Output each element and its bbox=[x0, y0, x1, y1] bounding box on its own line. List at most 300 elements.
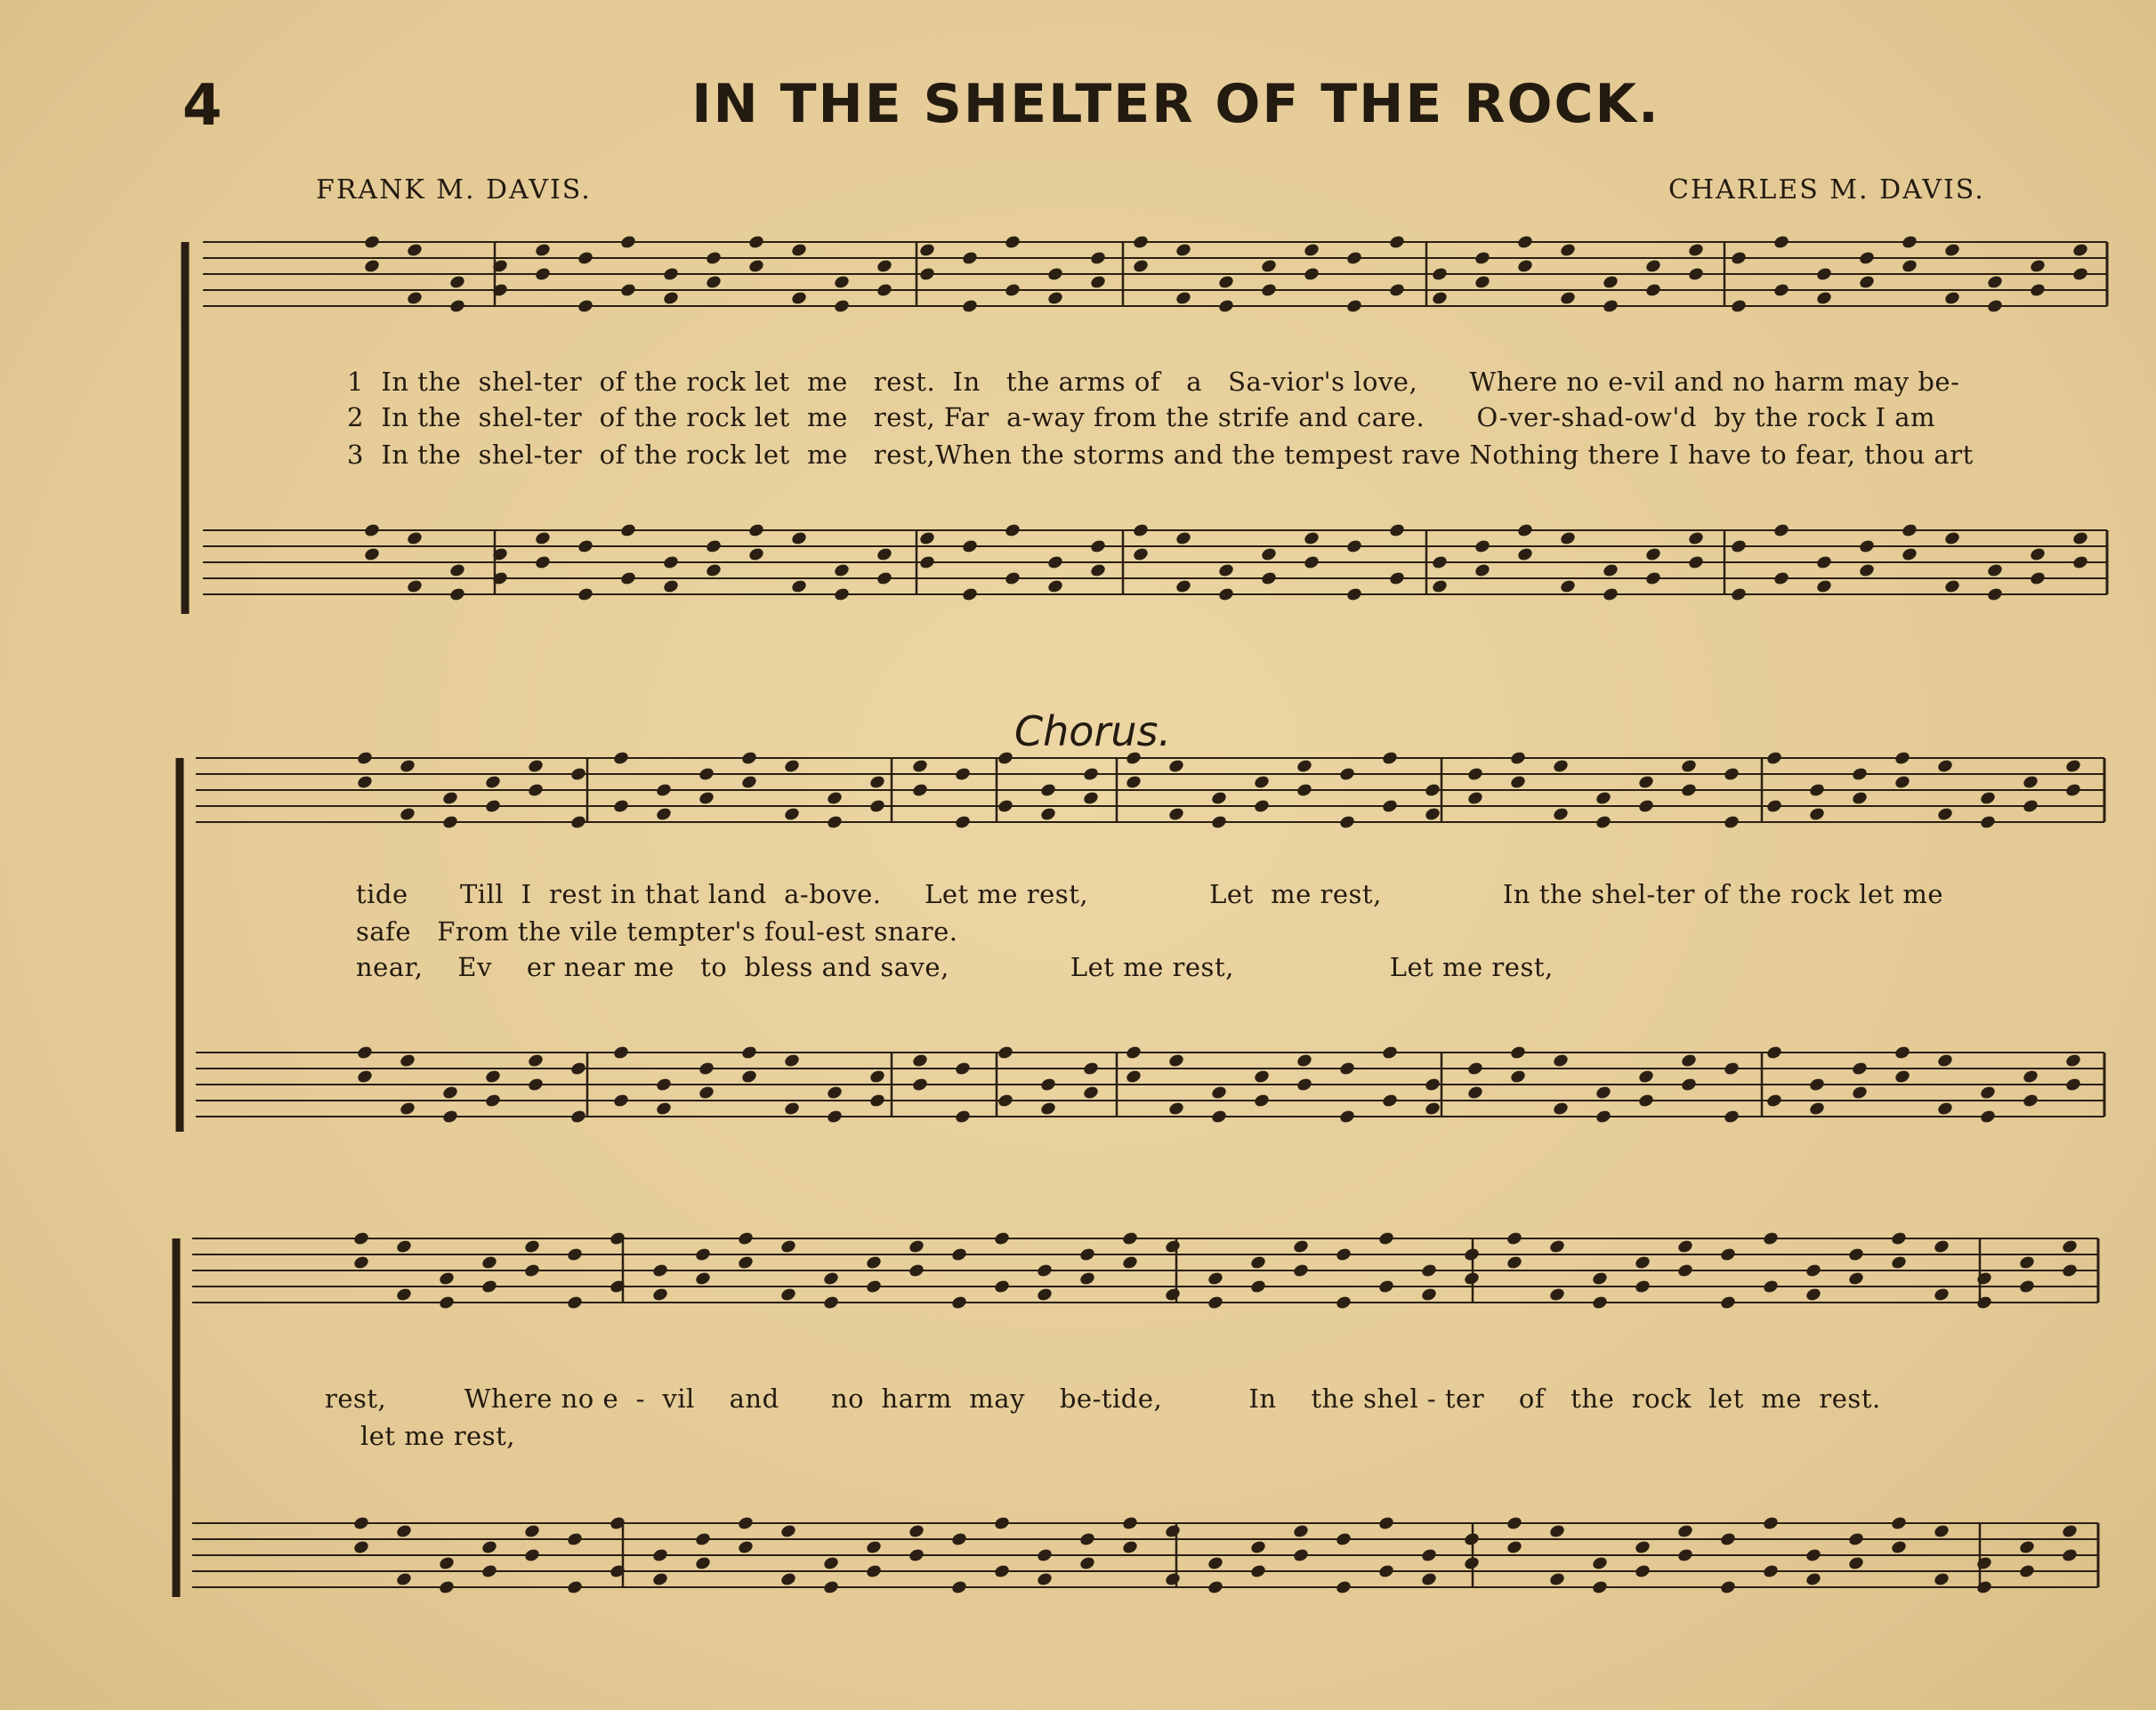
note-head bbox=[1420, 1547, 1438, 1563]
note-head bbox=[1847, 1531, 1865, 1547]
note-head bbox=[1039, 806, 1057, 822]
note-head bbox=[534, 242, 552, 258]
note-head bbox=[2018, 1539, 2036, 1555]
note-head bbox=[833, 274, 851, 290]
note-head bbox=[1890, 1230, 1908, 1246]
note-head bbox=[1466, 766, 1484, 782]
note-head bbox=[2071, 554, 2089, 570]
note-head bbox=[1260, 570, 1278, 586]
note-head bbox=[1815, 554, 1833, 570]
note-head bbox=[651, 1262, 669, 1278]
note-head bbox=[1901, 522, 1918, 538]
note-head bbox=[1381, 798, 1399, 814]
note-head bbox=[577, 538, 594, 554]
note-head bbox=[747, 234, 765, 250]
note-head bbox=[1377, 1515, 1395, 1531]
note-head bbox=[997, 1093, 1014, 1109]
note-head bbox=[1687, 266, 1705, 282]
note-head bbox=[1260, 258, 1278, 274]
note-head bbox=[612, 750, 630, 766]
note-head bbox=[1210, 1085, 1228, 1101]
note-head bbox=[1431, 266, 1449, 282]
note-head bbox=[2018, 1254, 2036, 1270]
note-head bbox=[1986, 274, 2004, 290]
note-head bbox=[876, 282, 893, 298]
lyric-line: 1 In the shel-ter of the rock let me rest. In the arms of a Sa-vior's love, Where no e-vil and no harm may be- bbox=[347, 367, 1960, 397]
note-head bbox=[2071, 530, 2089, 546]
note-head bbox=[1975, 1579, 1993, 1595]
note-head bbox=[651, 1287, 669, 1303]
note-head bbox=[1979, 814, 1997, 830]
note-head bbox=[1377, 1563, 1395, 1579]
note-head bbox=[1420, 1287, 1438, 1303]
note-head bbox=[1858, 250, 1876, 266]
note-head bbox=[705, 538, 723, 554]
note-head bbox=[1762, 1515, 1780, 1531]
note-head bbox=[1723, 766, 1740, 782]
note-head bbox=[1943, 290, 1961, 306]
note-head bbox=[868, 1093, 886, 1109]
note-head bbox=[1858, 274, 1876, 290]
note-head bbox=[1808, 1077, 1826, 1093]
note-head bbox=[737, 1539, 755, 1555]
note-head bbox=[523, 1523, 541, 1539]
note-head bbox=[1431, 578, 1449, 594]
note-head bbox=[997, 750, 1014, 766]
note-head bbox=[395, 1523, 413, 1539]
note-head bbox=[1463, 1531, 1481, 1547]
note-head bbox=[566, 1579, 584, 1595]
note-head bbox=[441, 1085, 459, 1101]
note-head bbox=[1894, 1045, 1911, 1061]
lyricist-credit: FRANK M. DAVIS. bbox=[316, 174, 592, 206]
note-head bbox=[1082, 1061, 1100, 1077]
note-head bbox=[1506, 1230, 1523, 1246]
note-head bbox=[569, 1109, 587, 1125]
note-head bbox=[737, 1515, 755, 1531]
note-head bbox=[1943, 578, 1961, 594]
note-head bbox=[1602, 298, 1619, 314]
note-head bbox=[1036, 1571, 1054, 1587]
note-head bbox=[694, 1270, 712, 1287]
note-head bbox=[566, 1531, 584, 1547]
lyric-line: near, Ev er near me to bless and save, Let me rest, Let me rest, bbox=[356, 952, 1554, 982]
note-head bbox=[1463, 1246, 1481, 1262]
lyric-line: safe From the vile tempter's foul-est snare. bbox=[356, 916, 958, 947]
note-head bbox=[352, 1539, 370, 1555]
note-head bbox=[1388, 570, 1406, 586]
note-head bbox=[1894, 774, 1911, 790]
note-head bbox=[406, 530, 424, 546]
note-head bbox=[1634, 1254, 1651, 1270]
note-head bbox=[1933, 1571, 1950, 1587]
note-head bbox=[441, 814, 459, 830]
note-head bbox=[865, 1254, 883, 1270]
note-head bbox=[783, 806, 801, 822]
note-head bbox=[1595, 790, 1612, 806]
note-head bbox=[1175, 242, 1192, 258]
note-head bbox=[1303, 242, 1320, 258]
note-head bbox=[833, 298, 851, 314]
note-head bbox=[1723, 1109, 1740, 1125]
note-head bbox=[1559, 290, 1577, 306]
note-head bbox=[950, 1579, 968, 1595]
note-head bbox=[1943, 530, 1961, 546]
note-head bbox=[1851, 766, 1869, 782]
note-head bbox=[1431, 554, 1449, 570]
note-head bbox=[2061, 1547, 2079, 1563]
note-head bbox=[1125, 1069, 1143, 1085]
note-head bbox=[779, 1571, 797, 1587]
note-head bbox=[1772, 570, 1790, 586]
note-head bbox=[527, 1053, 545, 1069]
note-head bbox=[1847, 1246, 1865, 1262]
note-head bbox=[662, 266, 680, 282]
note-head bbox=[1210, 814, 1228, 830]
note-head bbox=[737, 1254, 755, 1270]
note-head bbox=[1125, 774, 1143, 790]
note-head bbox=[1936, 806, 1954, 822]
note-head bbox=[1719, 1579, 1737, 1595]
note-head bbox=[1260, 546, 1278, 562]
note-head bbox=[1420, 1262, 1438, 1278]
note-head bbox=[1644, 570, 1662, 586]
note-head bbox=[1933, 1287, 1950, 1303]
note-head bbox=[822, 1579, 840, 1595]
note-head bbox=[569, 766, 587, 782]
note-head bbox=[1303, 530, 1320, 546]
note-head bbox=[484, 798, 502, 814]
note-head bbox=[954, 766, 972, 782]
note-head bbox=[1595, 1109, 1612, 1125]
note-head bbox=[2061, 1262, 2079, 1278]
note-head bbox=[1175, 530, 1192, 546]
note-head bbox=[950, 1531, 968, 1547]
lyric-line: 2 In the shel-ter of the rock let me rest, Far a-way from the strife and care. O-ver-shad-ow'd by the rock I am bbox=[347, 402, 1936, 432]
note-head bbox=[662, 554, 680, 570]
note-head bbox=[1164, 1238, 1182, 1254]
note-head bbox=[1046, 266, 1064, 282]
note-head bbox=[1217, 586, 1235, 602]
note-head bbox=[619, 282, 637, 298]
note-head bbox=[1595, 1085, 1612, 1101]
note-head bbox=[1602, 562, 1619, 578]
note-head bbox=[1381, 750, 1399, 766]
note-head bbox=[1474, 250, 1491, 266]
note-head bbox=[480, 1563, 498, 1579]
note-head bbox=[1345, 586, 1363, 602]
note-head bbox=[395, 1238, 413, 1254]
note-head bbox=[1338, 814, 1356, 830]
note-head bbox=[1943, 242, 1961, 258]
note-head bbox=[399, 1053, 416, 1069]
note-head bbox=[908, 1238, 925, 1254]
note-head bbox=[779, 1287, 797, 1303]
note-head bbox=[2064, 782, 2082, 798]
note-head bbox=[1765, 798, 1783, 814]
note-head bbox=[1847, 1555, 1865, 1571]
note-head bbox=[399, 758, 416, 774]
lyric-line: tide Till I rest in that land a-bove. Let me rest, Let me rest, In the shel-ter of the rock let me bbox=[356, 879, 1944, 909]
note-head bbox=[908, 1523, 925, 1539]
note-head bbox=[1772, 234, 1790, 250]
note-head bbox=[954, 1061, 972, 1077]
note-head bbox=[1975, 1270, 1993, 1287]
note-head bbox=[352, 1230, 370, 1246]
note-head bbox=[1004, 570, 1021, 586]
note-head bbox=[2071, 242, 2089, 258]
note-head bbox=[698, 1085, 715, 1101]
note-head bbox=[612, 798, 630, 814]
note-head bbox=[822, 1270, 840, 1287]
note-head bbox=[1559, 578, 1577, 594]
note-head bbox=[1345, 250, 1363, 266]
note-head bbox=[737, 1230, 755, 1246]
note-head bbox=[1815, 578, 1833, 594]
note-head bbox=[1516, 234, 1534, 250]
note-head bbox=[1975, 1295, 1993, 1311]
note-head bbox=[1637, 774, 1655, 790]
note-head bbox=[1644, 282, 1662, 298]
note-head bbox=[1847, 1270, 1865, 1287]
note-head bbox=[1858, 562, 1876, 578]
note-head bbox=[783, 1053, 801, 1069]
note-head bbox=[790, 530, 808, 546]
note-head bbox=[1175, 578, 1192, 594]
note-head bbox=[1808, 806, 1826, 822]
note-head bbox=[783, 758, 801, 774]
page-number: 4 bbox=[182, 73, 222, 139]
note-head bbox=[740, 1069, 758, 1085]
note-head bbox=[1253, 1069, 1271, 1085]
note-head bbox=[1463, 1555, 1481, 1571]
note-head bbox=[1687, 530, 1705, 546]
note-head bbox=[868, 798, 886, 814]
note-head bbox=[441, 790, 459, 806]
note-head bbox=[1680, 1077, 1698, 1093]
note-head bbox=[1890, 1539, 1908, 1555]
note-head bbox=[651, 1547, 669, 1563]
note-head bbox=[1506, 1515, 1523, 1531]
note-head bbox=[705, 562, 723, 578]
note-head bbox=[1986, 298, 2004, 314]
note-head bbox=[1388, 522, 1406, 538]
note-head bbox=[2029, 282, 2047, 298]
note-head bbox=[2022, 1069, 2039, 1085]
note-head bbox=[1851, 790, 1869, 806]
note-head bbox=[1424, 1101, 1441, 1117]
note-head bbox=[1377, 1230, 1395, 1246]
note-head bbox=[1303, 266, 1320, 282]
note-head bbox=[1377, 1278, 1395, 1295]
note-head bbox=[1078, 1246, 1096, 1262]
note-head bbox=[876, 258, 893, 274]
note-head bbox=[790, 290, 808, 306]
note-head bbox=[826, 814, 844, 830]
note-head bbox=[1676, 1523, 1694, 1539]
note-head bbox=[2071, 266, 2089, 282]
note-head bbox=[2029, 546, 2047, 562]
note-head bbox=[527, 782, 545, 798]
note-head bbox=[1335, 1246, 1353, 1262]
note-head bbox=[619, 570, 637, 586]
note-head bbox=[1466, 790, 1484, 806]
note-head bbox=[1894, 1069, 1911, 1085]
note-head bbox=[1345, 298, 1363, 314]
note-head bbox=[698, 790, 715, 806]
note-head bbox=[662, 578, 680, 594]
note-head bbox=[865, 1539, 883, 1555]
note-head bbox=[1046, 554, 1064, 570]
note-head bbox=[1121, 1515, 1139, 1531]
note-head bbox=[1687, 554, 1705, 570]
note-head bbox=[1634, 1539, 1651, 1555]
note-head bbox=[1591, 1270, 1609, 1287]
note-head bbox=[569, 814, 587, 830]
note-head bbox=[566, 1295, 584, 1311]
note-head bbox=[833, 562, 851, 578]
note-head bbox=[1591, 1555, 1609, 1571]
note-head bbox=[865, 1278, 883, 1295]
note-head bbox=[1292, 1547, 1310, 1563]
note-head bbox=[694, 1531, 712, 1547]
note-head bbox=[1634, 1278, 1651, 1295]
note-head bbox=[534, 266, 552, 282]
note-head bbox=[694, 1555, 712, 1571]
note-head bbox=[1296, 758, 1313, 774]
note-head bbox=[993, 1515, 1011, 1531]
note-head bbox=[1249, 1278, 1267, 1295]
note-head bbox=[1772, 522, 1790, 538]
note-head bbox=[1039, 1101, 1057, 1117]
note-head bbox=[1680, 782, 1698, 798]
note-head bbox=[1474, 274, 1491, 290]
note-head bbox=[2064, 1053, 2082, 1069]
note-head bbox=[911, 758, 929, 774]
note-head bbox=[876, 546, 893, 562]
note-head bbox=[484, 1093, 502, 1109]
note-head bbox=[1552, 806, 1570, 822]
note-head bbox=[1046, 578, 1064, 594]
note-head bbox=[1121, 1254, 1139, 1270]
note-head bbox=[908, 1547, 925, 1563]
note-head bbox=[1253, 1093, 1271, 1109]
note-head bbox=[534, 554, 552, 570]
note-head bbox=[1089, 250, 1107, 266]
note-head bbox=[961, 538, 979, 554]
note-head bbox=[1723, 814, 1740, 830]
note-head bbox=[2061, 1523, 2079, 1539]
note-head bbox=[1125, 1045, 1143, 1061]
note-head bbox=[577, 586, 594, 602]
note-head bbox=[363, 258, 381, 274]
note-head bbox=[1719, 1295, 1737, 1311]
note-head bbox=[356, 1045, 374, 1061]
note-head bbox=[1680, 1053, 1698, 1069]
note-head bbox=[1249, 1563, 1267, 1579]
note-head bbox=[1805, 1287, 1822, 1303]
note-head bbox=[1548, 1287, 1566, 1303]
note-head bbox=[1901, 258, 1918, 274]
note-head bbox=[876, 570, 893, 586]
note-head bbox=[1762, 1563, 1780, 1579]
note-head bbox=[1762, 1278, 1780, 1295]
note-head bbox=[918, 266, 936, 282]
note-head bbox=[1509, 750, 1527, 766]
note-head bbox=[1217, 298, 1235, 314]
note-head bbox=[1506, 1539, 1523, 1555]
note-head bbox=[1765, 1093, 1783, 1109]
note-head bbox=[1559, 530, 1577, 546]
note-head bbox=[1296, 1077, 1313, 1093]
note-head bbox=[1730, 298, 1748, 314]
note-head bbox=[865, 1563, 883, 1579]
note-head bbox=[352, 1254, 370, 1270]
note-head bbox=[997, 1045, 1014, 1061]
note-head bbox=[747, 546, 765, 562]
note-head bbox=[2022, 798, 2039, 814]
note-head bbox=[1815, 266, 1833, 282]
note-head bbox=[1292, 1262, 1310, 1278]
note-head bbox=[352, 1515, 370, 1531]
note-head bbox=[356, 774, 374, 790]
note-head bbox=[783, 1101, 801, 1117]
note-head bbox=[1979, 1109, 1997, 1125]
note-head bbox=[448, 586, 466, 602]
note-head bbox=[1644, 546, 1662, 562]
note-head bbox=[1516, 546, 1534, 562]
note-head bbox=[705, 250, 723, 266]
note-head bbox=[406, 242, 424, 258]
note-head bbox=[1175, 290, 1192, 306]
note-head bbox=[911, 1053, 929, 1069]
note-head bbox=[1424, 806, 1441, 822]
chorus-label: Chorus. bbox=[1014, 707, 1172, 755]
note-head bbox=[1509, 1045, 1527, 1061]
note-head bbox=[484, 774, 502, 790]
note-head bbox=[1637, 798, 1655, 814]
note-head bbox=[1772, 282, 1790, 298]
note-head bbox=[1388, 234, 1406, 250]
note-head bbox=[1466, 1061, 1484, 1077]
note-head bbox=[911, 1077, 929, 1093]
note-head bbox=[2061, 1238, 2079, 1254]
note-head bbox=[655, 806, 673, 822]
note-head bbox=[826, 1085, 844, 1101]
note-head bbox=[1303, 554, 1320, 570]
note-head bbox=[1082, 790, 1100, 806]
note-head bbox=[1979, 790, 1997, 806]
note-head bbox=[790, 242, 808, 258]
note-head bbox=[363, 546, 381, 562]
note-head bbox=[1595, 814, 1612, 830]
note-head bbox=[1975, 1555, 1993, 1571]
note-head bbox=[694, 1246, 712, 1262]
note-head bbox=[1687, 242, 1705, 258]
note-head bbox=[1851, 1085, 1869, 1101]
note-head bbox=[1078, 1555, 1096, 1571]
note-head bbox=[1676, 1238, 1694, 1254]
note-head bbox=[1644, 258, 1662, 274]
note-head bbox=[2064, 1077, 2082, 1093]
note-head bbox=[1164, 1287, 1182, 1303]
note-head bbox=[1851, 1061, 1869, 1077]
note-head bbox=[918, 554, 936, 570]
note-head bbox=[395, 1571, 413, 1587]
note-head bbox=[1249, 1254, 1267, 1270]
note-head bbox=[2029, 258, 2047, 274]
note-head bbox=[1901, 546, 1918, 562]
